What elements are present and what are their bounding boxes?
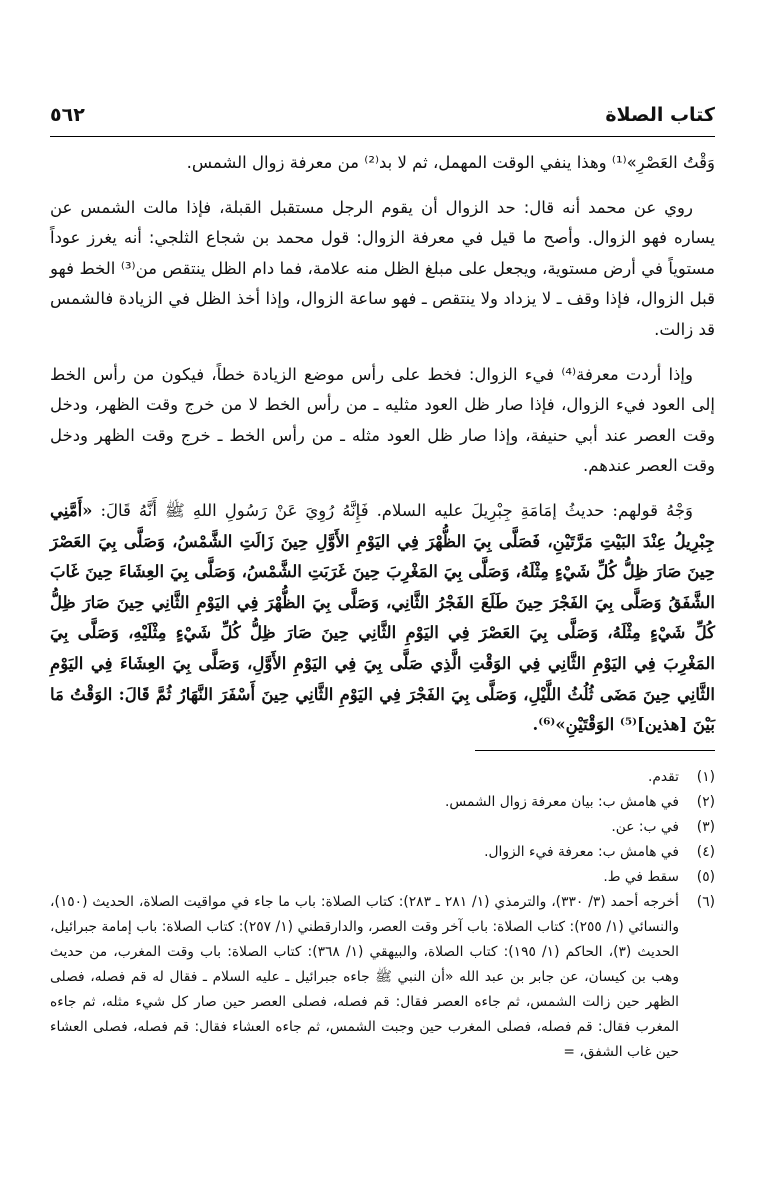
footnote-number: (٣) xyxy=(696,819,715,835)
footnote-divider xyxy=(475,750,715,751)
footnote-2 xyxy=(50,790,715,815)
footnotes xyxy=(50,765,715,1065)
footnote-number: (٥) xyxy=(696,869,715,885)
footnote-number: (٤) xyxy=(696,844,715,860)
footnote-1 xyxy=(50,765,715,790)
chapter-title: كتاب الصلاة xyxy=(605,104,715,126)
footnote-text: سقط في ط. xyxy=(603,869,679,885)
footnote-4 xyxy=(50,840,715,865)
footnote-number: (١) xyxy=(696,769,715,785)
hadith-quote: «أَمَّنِي جِبْرِيلُ عِنْدَ البَيْتِ مَرَّتَيْنِ، فَصَلَّى بِيَ الظُّهْرَ فِي اليَوْمِ الأَوَّلِ حِينَ زَالَتِ الشَّمْسُ، وَصَلَّى بِيَ العَصْرَ حِينَ صَارَ ظِلُّ كُلِّ شَيْءٍ مِثْلَهُ، وَصَلَّى بِيَ المَغْرِبَ حِينَ غَرَبَتِ الشَّمْسُ، وَصَلَّى بِيَ العِشَاءَ حِينَ غَابَ الشَّفَقُ وَصَلَّى بِيَ الفَجْرَ حِينَ طَلَعَ الفَجْرُ الثَّانِي، وَصَلَّى بِيَ الظُّهْرَ فِي اليَوْمِ الثَّانِي حِينَ صَارَ ظِلُّ كُلِّ شَيْءٍ مِثْلَهُ، وَصَلَّى بِيَ العَصْرَ فِي اليَوْمِ الثَّانِي حِينَ صَارَ ظِلُّ كُلِّ شَيْءٍ مِثْلَيْهِ، وَصَلَّى بِيَ المَغْرِبَ فِي اليَوْمِ الثَّانِي فِي الوَقْتِ الَّذِي صَلَّى بِيَ فِي اليَوْمِ الأَوَّلِ، وَصَلَّى بِيَ العِشَاءَ فِي اليَوْمِ الثَّانِي حِينَ مَضَى ثُلُثُ اللَّيْلِ، وَصَلَّى بِيَ الفَجْرَ فِي اليَوْمِ الثَّانِي حِينَ أَسْفَرَ النَّهَارُ ثُمَّ قَالَ: الوَقْتُ مَا بَيْنَ [هذين]⁽⁵⁾ الوَقْتَيْنِ»⁽⁶⁾. xyxy=(50,500,715,735)
footnote-5 xyxy=(50,865,715,890)
paragraph-2: روي عن محمد أنه قال: حد الزوال أن يقوم الرجل مستقبل القبلة، فإذا مالت الشمس عن يساره فهو الزوال. وأصح ما قيل في معرفة الزوال: قول محمد بن شجاع الثلجي: أنه يغرز عوداً مستوياً في أرض مستوية، ويجعل على مبلغ الظل منه علامة، فما دام الظل ينتقص من⁽³⁾ الخط فهو قبل الزوال، فإذا وقف ـ لا يزداد ولا ينتقص ـ فهو ساعة الزوال، وإذا أخذ الظل في الزيادة فالشمس قد زالت. xyxy=(50,197,715,339)
page-header xyxy=(50,96,715,137)
footnote-text: في هامش ب: بيان معرفة زوال الشمس. xyxy=(445,794,679,810)
main-text xyxy=(50,148,715,741)
paragraph-1: وَقْتُ العَصْرِ»⁽¹⁾ وهذا ينفي الوقت المهمل، ثم لا بد⁽²⁾ من معرفة زوال الشمس. xyxy=(186,153,715,172)
footnote-6 xyxy=(50,890,715,1065)
paragraph-4 xyxy=(50,496,715,741)
footnote-text: في هامش ب: معرفة فيء الزوال. xyxy=(484,844,679,860)
footnote-text: أخرجه أحمد (٣/ ٣٣٠)، والترمذي (١/ ٢٨١ ـ ٢٨٣): كتاب الصلاة: باب ما جاء في مواقيت الصلاة، الحديث (١٥٠)، والنسائي (١/ ٢٥٥): كتاب الصلاة: باب آخر وقت العصر، والدارقطني (١/ ٢٥٧): كتاب الصلاة: باب إمامة جبرائيل، الحديث (٣)، الحاكم (١/ ١٩٥): كتاب الصلاة، والبيهقي (١/ ٣٦٨): كتاب الصلاة: باب وقت المغرب، من حديث وهب بن كيسان، عن جابر بن عبد الله «أن النبي ﷺ جاءه جبرائيل ـ عليه السلام ـ فقال له قم فصله، فصلى الظهر حين زالت الشمس، ثم جاءه العصر فقال: قم فصله، فصلى العصر حين صار كل شيء مثله، ثم جاءه المغرب فقال: قم فصله، فصلى المغرب حين وجبت الشمس، ثم جاءه العشاء فقال: قم فصله، فصلى العشاء حين غاب الشفق، = xyxy=(50,894,680,1060)
page-number: ٥٦٢ xyxy=(50,104,85,126)
paragraph-3: وإذا أردت معرفة⁽⁴⁾ فيء الزوال: فخط على رأس موضع الزيادة خطاً، فيكون من رأس الخط إلى العود فيء الزوال، فإذا صار ظل العود مثليه ـ من رأس الخط لا من خرج وقت الظهر، ودخل وقت العصر عند أبي حنيفة، وإذا صار ظل العود مثله ـ من رأس الخط ـ خرج وقت الظهر ودخل وقت العصر عندهم. xyxy=(50,364,715,476)
footnote-text: في ب: عن. xyxy=(611,819,679,835)
footnote-number: (٢) xyxy=(696,794,715,810)
footnote-number: (٦) xyxy=(696,894,715,910)
footnote-3 xyxy=(50,815,715,840)
hadith-intro: وَجْهُ قولهم: حديثُ إمَامَةِ جِبْرِيلَ عليه السلام. فَإِنَّهُ رُوِيَ عَنْ رَسُولِ اللهِ ﷺ أَنَّهُ قَالَ: xyxy=(100,500,693,520)
footnote-text: تقدم. xyxy=(648,769,679,785)
